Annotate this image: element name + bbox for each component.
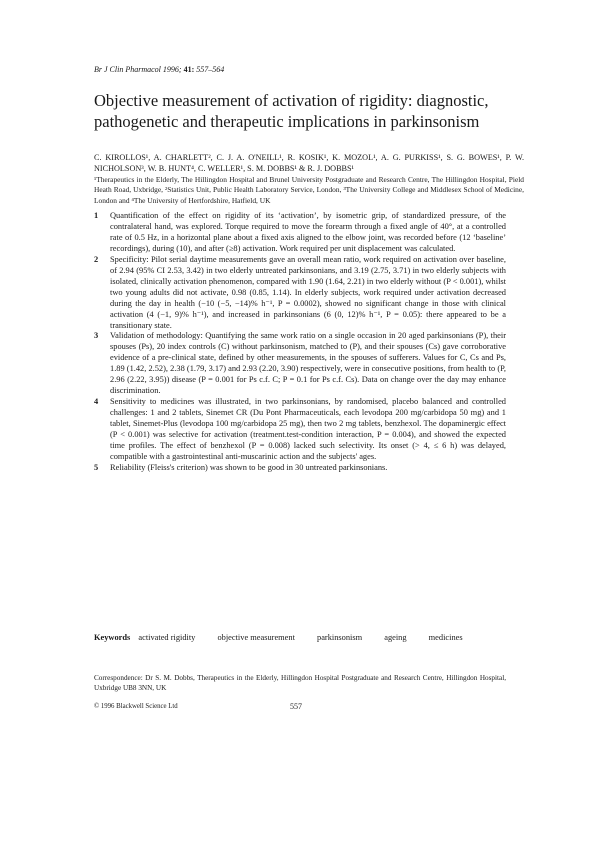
item-text: Reliability (Fleiss's criterion) was shown to be good in 30 untreated parkinsonians.	[110, 462, 388, 472]
keyword: parkinsonism	[317, 633, 363, 642]
keyword: ageing	[384, 633, 407, 642]
abstract-item	[94, 255, 506, 332]
journal-year: 1996;	[162, 65, 182, 74]
author-list: C. KIROLLOS¹, A. CHARLETT², C. J. A. O'NEILL¹, R. KOSIK¹, K. MOZOL¹, A. G. PURKISS¹, S. G. BOWES¹, P. W. NICHOLSON³, W. B. HUNT⁴, C. WELLER¹, S. M. DOBBS¹ & R. J. DOBBS¹	[94, 153, 524, 174]
keyword: medicines	[428, 633, 463, 642]
item-number: 5	[94, 462, 99, 472]
item-number: 2	[94, 254, 99, 264]
abstract-item	[94, 211, 506, 255]
page-number: 557	[290, 702, 302, 711]
abstract	[94, 211, 506, 474]
item-number: 1	[94, 211, 99, 220]
journal-citation	[94, 65, 224, 74]
item-text: Validation of methodology: Quantifying the same work ratio on a single occasion in 20 aged parkinsonians (P), their spouses (Ps), 20 index controls (C) without parkinsonism, matched to (P), and their spouses (Cs) gave corroborative evidence of a pre-clinical state, defined by other measurements, in the spouses of sufferers. Values for C, Cs and Ps, 1.89 (1.42, 2.52), 2.38 (1.79, 3.17) and 2.93 (2.20, 3.90) respectively, were in consecutive positions, from health to (P, 2.96 (2.22, 3.95)) disease (P = 0.001 for Ps c.f. C; P = 0.1 for Ps c.f. Cs). Data on change over the day may enhance discrimination.	[110, 331, 506, 396]
correspondence: Correspondence: Dr S. M. Dobbs, Therapeutics in the Elderly, Hillingdon Hospital Postgraduate and Research Centre, Hillingdon Hospital, Uxbridge UB8 3NN, UK	[94, 674, 506, 692]
item-number: 4	[94, 397, 99, 407]
item-text: Sensitivity to medicines was illustrated, in two parkinsonians, by randomised, placebo balanced and controlled challenges: 1 and 2 tablets, Sinemet CR (Du Pont Pharmaceuticals, each levodopa 200 mg/carbidopa 50 mg) and 1 tablet, Sinemet-Plus (levodopa 100 mg/carbidopa 25 mg), then two 2 mg tablets, benzhexol. The dopaminergic effect (P < 0.001) was selective for activation (treatment.test-condition interaction, P = 0.004), and showed the expected time profiles. The effect of benzhexol (P = 0.008) lacked such selectivity. Its onset (> 4, ≤ 6 h) was delayed, compatible with a gastrointestinal anti-muscarinic action and the subjects' ages.	[110, 397, 506, 461]
abstract-item	[94, 397, 506, 463]
journal-name: Br J Clin Pharmacol	[94, 65, 161, 74]
item-number: 3	[94, 331, 99, 341]
abstract-item	[94, 463, 506, 474]
copyright: © 1996 Blackwell Science Ltd	[94, 703, 178, 710]
journal-pages: 557–564	[196, 65, 225, 74]
keyword: activated rigidity	[138, 633, 196, 642]
keywords-label: Keywords	[94, 633, 131, 642]
abstract-item	[94, 331, 506, 397]
affiliations: ¹Therapeutics in the Elderly, The Hillingdon Hospital and Brunel University Postgraduate and Research Centre, The Hillingdon Hospital, Pield Heath Road, Uxbridge, ²Statistics Unit, Public Health Laboratory Service, London, ³The University College and Middlesex School of Medicine, London and ⁴The University of Hertfordshire, Hatfield, UK	[94, 175, 524, 205]
article-title: Objective measurement of activation of rigidity: diagnostic, pathogenetic and therapeutic implications in parkinsonism	[94, 91, 489, 131]
keyword: objective measurement	[217, 633, 295, 642]
keywords	[94, 632, 506, 643]
journal-volume: 41:	[183, 65, 195, 74]
item-text: Specificity: Pilot serial daytime measurements gave an overall mean ratio, work required on activation over baseline, of 2.94 (95% CI 2.53, 3.42) in two elderly untreated parkinsonians, and 3.19 (2.75, 3.71) in two elderly subjects with isolated, clinically activation phenomenon, compared with 1.90 (1.64, 2.21) in two elderly without (P < 0.001), whilst two young adults did not activate, 0.98 (0.85, 1.14). In elderly subjects, work required under activation decreased during the day in health (−10 (−5, −14)% h⁻¹, P = 0.0002), showed no significant change in those with clinical activation (4 (−1, 9)% h⁻¹), and increased in parkinsonians (6 (0, 12)% h⁻¹, P = 0.05): there appeared to be a transitionary state.	[110, 254, 506, 330]
item-text: Quantification of the effect on rigidity of its ‘activation’, by isometric grip, of standardized pressure, of the contralateral hand, was explored. Torque required to move the forearm through a fixed angle of 40°, at a controlled rate of 0.5 Hz, in a horizontal plane about a fixed axis aligned to the elbow joint, was recorded before (12 ‘baseline’ recordings), during (10), and after (≥8) activation. Work required per unit displacement was calculated.	[110, 211, 506, 253]
